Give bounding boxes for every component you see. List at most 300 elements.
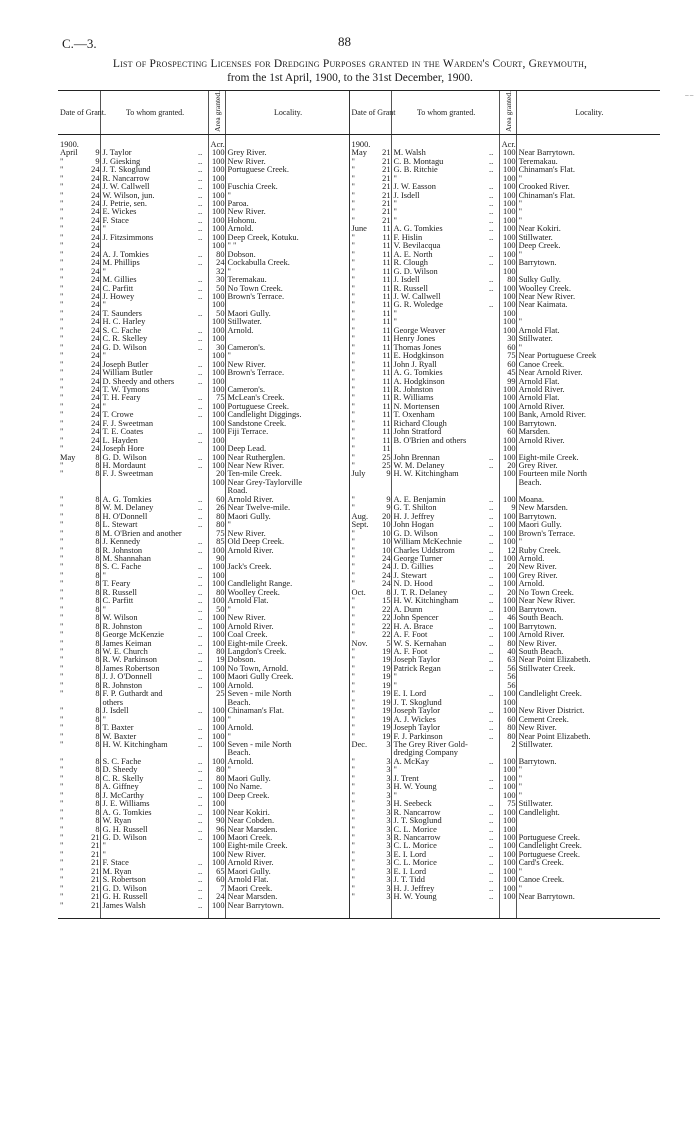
grantee-name: R. Johnston <box>391 386 487 394</box>
date-month: " <box>60 799 64 809</box>
area-value: 100 <box>499 826 516 834</box>
area-value: 7 <box>208 885 225 893</box>
date-month: " <box>349 885 371 893</box>
date-day: 10 <box>382 520 391 530</box>
area-value: 100 <box>208 842 225 850</box>
locality: " <box>516 175 660 183</box>
grantee-name: " <box>391 673 487 681</box>
date-day: 11 <box>382 232 391 242</box>
date-day: 11 <box>382 291 391 301</box>
locality: McLean's Creek. <box>225 394 349 402</box>
locality: Chinaman's Flat. <box>516 192 660 200</box>
locality: New River. <box>516 563 660 571</box>
date-month: " <box>349 733 371 741</box>
date-day: 24 <box>91 393 100 403</box>
grantee-name: C. L. Morice <box>391 859 487 867</box>
date-month: " <box>60 351 64 361</box>
table-row <box>58 809 660 817</box>
grantee-name: J. McCarthy <box>100 792 196 800</box>
dots: .. <box>198 858 203 868</box>
area-value: 100 <box>499 251 516 259</box>
dots: .. <box>198 156 203 166</box>
grantee-name: John Stratford <box>391 428 487 436</box>
grantee-name: " <box>100 572 196 580</box>
locality: " <box>516 783 660 791</box>
area-value: 99 <box>499 378 516 386</box>
table-row <box>58 428 660 436</box>
locality: Near Marsden. <box>225 826 349 834</box>
date-month: " <box>349 183 371 191</box>
locality: Arnold Flat. <box>225 597 349 605</box>
area-value: 100 <box>499 445 516 453</box>
date-day: 24 <box>91 308 100 318</box>
date-day: 11 <box>382 359 391 369</box>
dots <box>487 420 499 428</box>
locality: Woolley Creek. <box>225 589 349 597</box>
grantee-name: Joseph Butler <box>100 361 196 369</box>
date-day: 19 <box>382 706 391 716</box>
grantee-name: J. D. Gillies <box>391 563 487 571</box>
date-day: 24 <box>382 554 391 564</box>
dots <box>196 690 208 698</box>
date-month: " <box>349 597 371 605</box>
date-day: 8 <box>95 596 100 606</box>
grantee-name: Thomas Jones <box>391 344 487 352</box>
date-month: " <box>349 242 371 250</box>
grantee-name: R. Russell <box>391 285 487 293</box>
date-day: 21 <box>91 892 100 902</box>
locality: Near Portuguese Creek <box>516 352 660 360</box>
dots: .. <box>198 773 203 783</box>
locality: Deep Creek, Kotuku. <box>225 234 349 242</box>
grantee-name: J. T. Skoglund <box>100 166 196 174</box>
date-month: " <box>60 832 64 842</box>
table-row <box>58 394 660 402</box>
date-month: " <box>60 613 64 623</box>
grantee-name: R. Nancarrow <box>100 175 196 183</box>
locality: Portuguese Creek. <box>516 834 660 842</box>
locality: Sandstone Creek. <box>225 420 349 428</box>
dots: .. <box>198 325 203 335</box>
locality: " <box>516 344 660 352</box>
dots: .. <box>198 900 203 910</box>
grantee-name: J. Giesking <box>100 158 196 166</box>
dots: .. <box>489 604 494 614</box>
area-value: 100 <box>208 166 225 174</box>
date-day: 9 <box>386 494 391 504</box>
dots: .. <box>198 587 203 597</box>
area-value: 100 <box>208 437 225 445</box>
dots: .. <box>489 224 494 234</box>
grantee-name: E. I. Lord <box>391 868 487 876</box>
date-month: " <box>60 554 64 564</box>
area-value: 100 <box>499 766 516 774</box>
date-day: 3 <box>386 773 391 783</box>
date-month: " <box>60 393 64 403</box>
date-month: " <box>60 224 64 234</box>
margin-mark: ⁻⁻ <box>684 92 694 102</box>
area-value: 100 <box>208 208 225 216</box>
header-locality: Locality. <box>225 91 349 135</box>
date-month: " <box>349 462 371 470</box>
date-month: " <box>349 893 371 901</box>
date-day: 24 <box>91 359 100 369</box>
date-month: " <box>60 689 64 699</box>
grantee-name: R. Nancarrow <box>391 809 487 817</box>
date-day: 8 <box>95 630 100 640</box>
date-month: " <box>60 198 64 208</box>
date-month: " <box>349 335 371 343</box>
locality: " <box>225 521 349 529</box>
grantee-name: John Brennan <box>391 454 487 462</box>
grantee-name: John Spencer <box>391 614 487 622</box>
date-month: " <box>60 680 64 690</box>
date-day: 8 <box>95 663 100 673</box>
dots: .. <box>198 663 203 673</box>
dots: .. <box>489 587 494 597</box>
date-day: 8 <box>95 672 100 682</box>
date-day: 3 <box>386 790 391 800</box>
dots: .. <box>489 165 494 175</box>
grantee-name: H. J. Jeffrey <box>391 513 487 521</box>
area-value: 100 <box>208 234 225 242</box>
date-month: Dec. <box>349 741 371 749</box>
grantee-name: W. Wilson <box>100 614 196 622</box>
locality: Candlelight Creek. <box>516 842 660 850</box>
date-day: 8 <box>95 537 100 547</box>
dots: .. <box>198 545 203 555</box>
grantee-name: F. J. Parkinson <box>391 733 487 741</box>
area-value: 100 <box>208 741 225 749</box>
locality: Stillwater Creek. <box>516 665 660 673</box>
date-day: 9 <box>95 148 100 158</box>
date-day: 10 <box>382 528 391 538</box>
date-month: " <box>60 165 64 175</box>
date-day: 3 <box>386 824 391 834</box>
locality: Candlelight Creek. <box>516 690 660 698</box>
locality: Barrytown. <box>516 420 660 428</box>
date-day: 8 <box>95 816 100 826</box>
grantee-name: A. E. Benjamin <box>391 496 487 504</box>
date-day: 3 <box>386 756 391 766</box>
date-month: " <box>60 790 64 800</box>
grantee-name: " <box>391 792 487 800</box>
date-day: 24 <box>91 368 100 378</box>
table-row <box>58 420 660 428</box>
grantee-name: T. Saunders <box>100 310 196 318</box>
area-value: 100 <box>208 403 225 411</box>
date-day: 21 <box>382 190 391 200</box>
dots: .. <box>489 511 494 521</box>
locality: Near Arnold River. <box>516 369 660 377</box>
dots: .. <box>198 739 203 749</box>
locality: Langdon's Creek. <box>225 648 349 656</box>
date-month: " <box>60 376 64 386</box>
dots: .. <box>489 714 494 724</box>
locality: Woolley Creek. <box>516 285 660 293</box>
grantee-name: T. Feary <box>100 580 196 588</box>
area-value: 100 <box>499 555 516 563</box>
grantee-name <box>100 479 196 487</box>
date-month: " <box>349 817 371 825</box>
date-month: " <box>60 494 64 504</box>
dots: .. <box>198 173 203 183</box>
date-day: 10 <box>382 545 391 555</box>
grantee-name: C. L. Morice <box>391 842 487 850</box>
area-value: 100 <box>208 242 225 250</box>
locality: Arnold. <box>225 724 349 732</box>
area-value: 80 <box>208 766 225 774</box>
table-row <box>58 749 660 757</box>
dots: .. <box>198 680 203 690</box>
table-row <box>58 208 660 216</box>
area-value: 100 <box>208 411 225 419</box>
date-month: Aug. <box>349 513 371 521</box>
grantee-name: F. Stace <box>100 217 196 225</box>
dots: .. <box>489 875 494 885</box>
dots: .. <box>489 706 494 716</box>
area-value: 75 <box>208 394 225 402</box>
area-value: 30 <box>208 276 225 284</box>
dots: .. <box>198 520 203 530</box>
grantee-name: T. H. Feary <box>100 394 196 402</box>
grantee-name: A. J. Tomkies <box>100 251 196 259</box>
date-day: 24 <box>91 444 100 454</box>
date-day: 3 <box>386 883 391 893</box>
grantee-name: M. Gillies <box>100 276 196 284</box>
date-month: " <box>60 875 64 885</box>
locality: Arnold. <box>225 758 349 766</box>
locality: Arnold River. <box>516 386 660 394</box>
dots: .. <box>489 731 494 741</box>
date-day: 24 <box>91 418 100 428</box>
dots <box>487 394 499 402</box>
grantee-name: F. P. Guthardt and <box>100 690 196 698</box>
date-day: 9 <box>386 469 391 479</box>
dots: .. <box>198 207 203 217</box>
date-day: 21 <box>91 875 100 885</box>
locality: No Town, Arnold. <box>225 665 349 673</box>
grantee-name: John Hogan <box>391 521 487 529</box>
locality: Card's Creek. <box>516 859 660 867</box>
grantee-name: A. J. Wickes <box>391 716 487 724</box>
dots: .. <box>489 824 494 834</box>
area-value: 100 <box>499 538 516 546</box>
dots: .. <box>489 756 494 766</box>
date-month: May <box>349 149 371 157</box>
date-day: 24 <box>91 325 100 335</box>
date-month: " <box>60 824 64 834</box>
date-month: " <box>60 156 64 166</box>
dots: .. <box>489 799 494 809</box>
date-month: " <box>349 420 371 428</box>
dots: .. <box>198 630 203 640</box>
date-month: " <box>349 301 371 309</box>
date-month: " <box>349 826 371 834</box>
date-month: " <box>349 293 371 301</box>
dots: .. <box>198 401 203 411</box>
area-value: 100 <box>208 327 225 335</box>
date-day: 19 <box>382 731 391 741</box>
area-value: 100 <box>208 792 225 800</box>
date-month: " <box>349 369 371 377</box>
area-value: 80 <box>499 724 516 732</box>
locality: " <box>516 792 660 800</box>
grantee-name: " <box>100 225 196 233</box>
grantee-name: J. T. Tidd <box>391 876 487 884</box>
grantee-name: H. W. Kitchingham <box>391 597 487 605</box>
date-month: " <box>349 563 371 571</box>
area-value: 100 <box>208 851 225 859</box>
area-value: 26 <box>208 504 225 512</box>
date-month: " <box>349 665 371 673</box>
area-value: 100 <box>208 563 225 571</box>
table-row <box>58 149 660 157</box>
date-day: 8 <box>95 723 100 733</box>
grantee-name: A. E. North <box>391 251 487 259</box>
grantee-name: " <box>100 301 196 309</box>
dots: .. <box>198 376 203 386</box>
date-month: " <box>349 631 371 639</box>
grantee-name: E. Hodgkinson <box>391 352 487 360</box>
area-value: 100 <box>499 327 516 335</box>
locality: Maori Gully. <box>225 868 349 876</box>
date-month: " <box>349 327 371 335</box>
date-day: 24 <box>91 207 100 217</box>
dots: .. <box>198 756 203 766</box>
grantee-name: G. D. Wilson <box>100 454 196 462</box>
date-day: 24 <box>91 351 100 361</box>
area-value: 100 <box>499 530 516 538</box>
dots: .. <box>489 258 494 268</box>
locality: Arnold. <box>225 682 349 690</box>
area-value: 100 <box>499 792 516 800</box>
date-month: " <box>60 503 64 513</box>
dots: .. <box>198 342 203 352</box>
dots: .. <box>489 773 494 783</box>
area-value: 100 <box>499 876 516 884</box>
area-value: 80 <box>499 733 516 741</box>
dots: .. <box>198 579 203 589</box>
date-day: 11 <box>382 401 391 411</box>
dots <box>487 411 499 419</box>
date-day: 8 <box>95 824 100 834</box>
dots: .. <box>489 207 494 217</box>
date-day: 8 <box>95 739 100 749</box>
date-month: " <box>60 232 64 242</box>
locality: No Town Creek. <box>225 285 349 293</box>
date-month: " <box>349 504 371 512</box>
table-subtitle: from the 1st April, 1900, to the 31st December, 1900. <box>227 72 473 84</box>
locality <box>516 310 660 318</box>
locality: Near New River. <box>516 293 660 301</box>
area-value: 19 <box>208 656 225 664</box>
grantee-name: J. Isdell <box>391 192 487 200</box>
header-locality-right: Locality. <box>516 91 660 135</box>
area-value: 100 <box>499 420 516 428</box>
area-value: 46 <box>499 614 516 622</box>
dots: .. <box>198 604 203 614</box>
grantee-name: George Weaver <box>391 327 487 335</box>
date-day: 19 <box>382 714 391 724</box>
area-value: 100 <box>208 386 225 394</box>
dots: .. <box>489 807 494 817</box>
locality: Arnold River. <box>225 496 349 504</box>
date-month: " <box>349 580 371 588</box>
dots <box>487 318 499 326</box>
date-day: 8 <box>95 520 100 530</box>
date-day: 20 <box>382 511 391 521</box>
locality: " <box>516 885 660 893</box>
area-value: 100 <box>499 842 516 850</box>
date-day: 21 <box>382 182 391 192</box>
date-month: " <box>60 672 64 682</box>
date-day: 21 <box>382 165 391 175</box>
locality: Stillwater. <box>516 741 660 749</box>
date-day: 11 <box>382 368 391 378</box>
date-day: 11 <box>382 241 391 251</box>
dots: .. <box>489 630 494 640</box>
locality: Arnold. <box>516 555 660 563</box>
locality: Eight-mile Creek. <box>225 640 349 648</box>
date-month: " <box>60 723 64 733</box>
locality: Maori Creek. <box>225 885 349 893</box>
locality: Arnold River. <box>225 623 349 631</box>
date-month: " <box>349 394 371 402</box>
grantee-name: Joseph Taylor <box>391 656 487 664</box>
date-month: " <box>60 900 64 910</box>
area-value: 100 <box>208 428 225 436</box>
date-month: " <box>349 217 371 225</box>
date-day: 24 <box>91 266 100 276</box>
area-value: 96 <box>208 826 225 834</box>
date-month: " <box>349 716 371 724</box>
area-value: 100 <box>499 851 516 859</box>
grantee-name: F. J. Sweetman <box>100 470 196 478</box>
grantee-name: J. Petrie, sen. <box>100 200 196 208</box>
date-month: " <box>60 647 64 656</box>
locality: Grey River. <box>516 572 660 580</box>
locality <box>516 817 660 825</box>
area-value: 100 <box>499 893 516 901</box>
date-month: " <box>349 758 371 766</box>
grantee-name: R. Johnston <box>100 547 196 555</box>
locality: Arnold River. <box>225 859 349 867</box>
date-day: 8 <box>95 655 100 665</box>
area-value: 100 <box>499 183 516 191</box>
area-value: 60 <box>499 361 516 369</box>
date-day: 8 <box>95 469 100 479</box>
grantee-name: G. R. Woledge <box>391 301 487 309</box>
date-month: " <box>60 773 64 783</box>
dots: .. <box>198 647 203 656</box>
dots: .. <box>489 182 494 192</box>
dots: .. <box>489 554 494 564</box>
locality: Near Cobden. <box>225 817 349 825</box>
grantee-name: W. E. Church <box>100 648 196 656</box>
grantee-name: " <box>391 310 487 318</box>
grantee-name: H. W. Kitchingham <box>100 741 196 749</box>
grantee-name: Richard Clough <box>391 420 487 428</box>
dots: .. <box>489 148 494 158</box>
grantee-name: J. Fitzsimmons <box>100 234 196 242</box>
area-value: 100 <box>208 352 225 360</box>
table-row <box>58 530 660 538</box>
year-label-right: 1900. <box>349 141 391 149</box>
date-day: 24 <box>91 376 100 386</box>
area-value: 100 <box>499 580 516 588</box>
grantee-name: N. D. Hood <box>391 580 487 588</box>
